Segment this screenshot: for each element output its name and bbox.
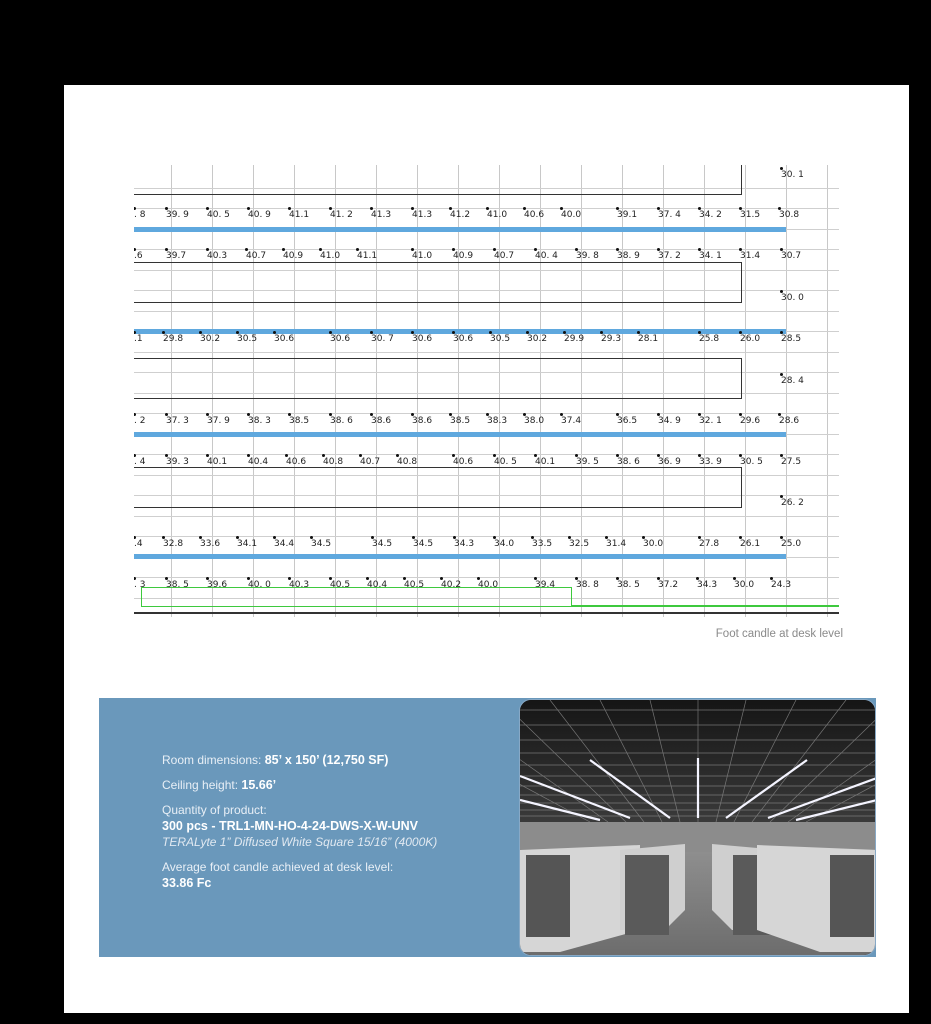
foot-candle-value: 34.0 [494,539,515,549]
foot-candle-value: 30. 1 [781,170,804,180]
foot-candle-value: 27.5 [781,457,802,467]
foot-candle-value: 41.2 [450,210,471,220]
foot-candle-value: 37. 9 [207,416,230,426]
foot-candle-value: 41.3 [412,210,433,220]
foot-candle-value: 32.5 [569,539,590,549]
foot-candle-value: 33.5 [532,539,553,549]
foot-candle-value: 41.0 [320,251,341,261]
foot-candle-value: 31.4 [740,251,761,261]
foot-candle-value: 40.0 [561,210,582,220]
foot-candle-value: 30.5 [237,334,258,344]
grid-line [134,516,839,517]
average-foot-candle [162,859,502,891]
foot-candle-value: 38. 8 [576,580,599,590]
foot-candle-value: 30.6 [453,334,474,344]
foot-candle-value: 39.4 [535,580,556,590]
foot-candle-value: 40. 9 [248,210,271,220]
grid-line [134,311,839,312]
foot-candle-value: 34.5 [372,539,393,549]
foot-candle-value: 40.8 [397,457,418,467]
foot-candle-value: 38.6 [371,416,392,426]
foot-candle-value: 34.3 [697,580,718,590]
cubicle-row-outline [134,467,742,508]
foot-candle-value: 31.5 [740,210,761,220]
foot-candle-value: 40.1 [535,457,556,467]
foot-candle-value: . 3 [134,580,146,590]
foot-candle-value: 30.0 [643,539,664,549]
foot-candle-value: 30. 7 [371,334,394,344]
foot-candle-value: 34. 9 [658,416,681,426]
foot-candle-value: 40.6 [453,457,474,467]
foot-candle-value: 33. 9 [699,457,722,467]
cubicle-row-outline [134,165,742,195]
foot-candle-value: 26.1 [740,539,761,549]
foot-candle-value: 41.1 [289,210,310,220]
foot-candle-value: 34.1 [237,539,258,549]
foot-candle-value: 40.7 [360,457,381,467]
foot-candle-value: 30.0 [734,580,755,590]
foot-candle-value: 30. 5 [740,457,763,467]
foot-candle-value: 29.3 [601,334,622,344]
foot-candle-value: 41.0 [412,251,433,261]
light-fixture-bar [134,432,786,437]
foot-candle-value: 34. 1 [699,251,722,261]
foot-candle-value: 30.7 [781,251,802,261]
foot-candle-value: 28. 4 [781,376,804,386]
foot-candle-value: 38.5 [450,416,471,426]
foot-candle-value: 29.8 [163,334,184,344]
foot-candle-value: 40. 4 [535,251,558,261]
foot-candle-value: 40.5 [404,580,425,590]
foot-candle-value: 30.6 [412,334,433,344]
foot-candle-value: 28.1 [638,334,659,344]
foot-candle-value: 40.6 [286,457,307,467]
quantity-label: Quantity of product: [162,803,267,817]
foot-candle-value: 40.4 [248,457,269,467]
foot-candle-value: 38. 6 [617,457,640,467]
foot-candle-value: 40.7 [246,251,267,261]
foot-candle-value: 39. 3 [166,457,189,467]
grid-line [134,454,839,455]
office-rendering-image [519,699,876,956]
foot-candle-value: 30. 0 [781,293,804,303]
foot-candle-value: 38.0 [524,416,545,426]
foot-candle-value: 30.2 [200,334,221,344]
foot-candle-value: . 2 [134,416,146,426]
light-fixture-bar [134,227,786,232]
foot-candle-value: 39. 9 [166,210,189,220]
foot-candle-value: 39.7 [166,251,187,261]
foot-candle-value: 30.2 [527,334,548,344]
foot-candle-value: 30.6 [330,334,351,344]
foot-candle-value: 28.5 [781,334,802,344]
foot-candle-value: 39. 8 [576,251,599,261]
foot-candle-value: 40.3 [207,251,228,261]
foot-candle-value: 34.3 [454,539,475,549]
plan-caption: Foot candle at desk level [715,628,843,640]
product-description: TERALyte 1” Diffused White Square 15/16” (4000K) [162,835,438,849]
foot-candle-value: 33.6 [200,539,221,549]
foot-candle-value: 39.1 [617,210,638,220]
wall-line [134,612,839,614]
foot-candle-value: 34.4 [274,539,295,549]
quantity [162,802,502,850]
foot-candle-value: 41.0 [487,210,508,220]
foot-candle-value: 38. 5 [617,580,640,590]
foot-candle-value: .6 [134,251,143,261]
grid-line [745,165,746,617]
foot-candle-value: 40.2 [441,580,462,590]
room-dimensions-label: Room dimensions: [162,753,265,767]
ceiling-height [162,777,502,793]
foot-candle-value: 38. 5 [166,580,189,590]
foot-candle-value: 29.6 [740,416,761,426]
foot-candle-value: 27.8 [699,539,720,549]
foot-candle-value: .1 [134,334,143,344]
foot-candle-value: 25.0 [781,539,802,549]
foot-candle-value: 32. 1 [699,416,722,426]
average-foot-candle-value: 33.86 Fc [162,876,212,890]
foot-candle-value: 40.4 [367,580,388,590]
room-dimensions [162,752,502,768]
foot-candle-value: . 4 [134,457,146,467]
ceiling-height-label: Ceiling height: [162,778,242,792]
foot-candle-value: 30.5 [490,334,511,344]
foot-candle-value: 39. 5 [576,457,599,467]
foot-candle-value: 36.5 [617,416,638,426]
foot-candle-value: 37.4 [561,416,582,426]
foot-candle-value: 31.4 [606,539,627,549]
foot-candle-value: 40. 5 [207,210,230,220]
foot-candle-value: 40.1 [207,457,228,467]
foot-candle-value: 37. 4 [658,210,681,220]
floor-plan-photometric [134,165,839,617]
foot-candle-value: 40.6 [524,210,545,220]
foot-candle-value: 26.0 [740,334,761,344]
foot-candle-value: 41. 2 [330,210,353,220]
grid-line [134,249,839,250]
foot-candle-value: 38.5 [289,416,310,426]
foot-candle-value: 37.2 [658,580,679,590]
foot-candle-value: 40.9 [453,251,474,261]
grid-line [134,352,839,353]
foot-candle-value: 30.8 [779,210,800,220]
foot-candle-value: 38.3 [487,416,508,426]
foot-candle-value: 24.3 [771,580,792,590]
foot-candle-value: 34. 2 [699,210,722,220]
foot-candle-value: 41.1 [357,251,378,261]
foot-candle-value: 40.9 [283,251,304,261]
foot-candle-value: 37. 2 [658,251,681,261]
foot-candle-value: 26. 2 [781,498,804,508]
average-foot-candle-label: Average foot candle achieved at desk level: [162,860,394,874]
cubicle-row-outline [134,262,742,303]
foot-candle-value: 38. 6 [330,416,353,426]
foot-candle-value: 41.3 [371,210,392,220]
foot-candle-value: 34.5 [413,539,434,549]
foot-candle-value: 36. 9 [658,457,681,467]
foot-candle-value: 38. 9 [617,251,640,261]
foot-candle-value: 40.3 [289,580,310,590]
foot-candle-value: 38. 3 [248,416,271,426]
foot-candle-value: 37. 3 [166,416,189,426]
foot-candle-value: 25.8 [699,334,720,344]
project-specs [162,752,502,900]
foot-candle-value: 30.6 [274,334,295,344]
foot-candle-value: 40.8 [323,457,344,467]
grid-line [134,536,839,537]
foot-candle-value: 39.6 [207,580,228,590]
foot-candle-value: 40. 5 [494,457,517,467]
desk-area-outline-edge [571,605,839,607]
foot-candle-value: 40.7 [494,251,515,261]
foot-candle-value: . 8 [134,210,146,220]
room-dimensions-value: 85’ x 150’ (12,750 SF) [264,753,389,767]
desk-area-outline [141,587,572,607]
light-fixture-bar [134,554,786,559]
foot-candle-value: 34.5 [311,539,332,549]
foot-candle-value: 40. 0 [248,580,271,590]
foot-candle-value: 32.8 [163,539,184,549]
foot-candle-value: 29.9 [564,334,585,344]
foot-candle-value: 28.6 [779,416,800,426]
foot-candle-value: .4 [134,539,143,549]
grid-line [786,165,787,617]
grid-line [827,165,828,617]
foot-candle-value: 38.6 [412,416,433,426]
cubicle-row-outline [134,358,742,399]
foot-candle-value: 40.0 [478,580,499,590]
ceiling-height-value: 15.66’ [241,778,277,792]
foot-candle-value: 40.5 [330,580,351,590]
quantity-value: 300 pcs - TRL1-MN-HO-4-24-DWS-X-W-UNV [162,819,419,833]
